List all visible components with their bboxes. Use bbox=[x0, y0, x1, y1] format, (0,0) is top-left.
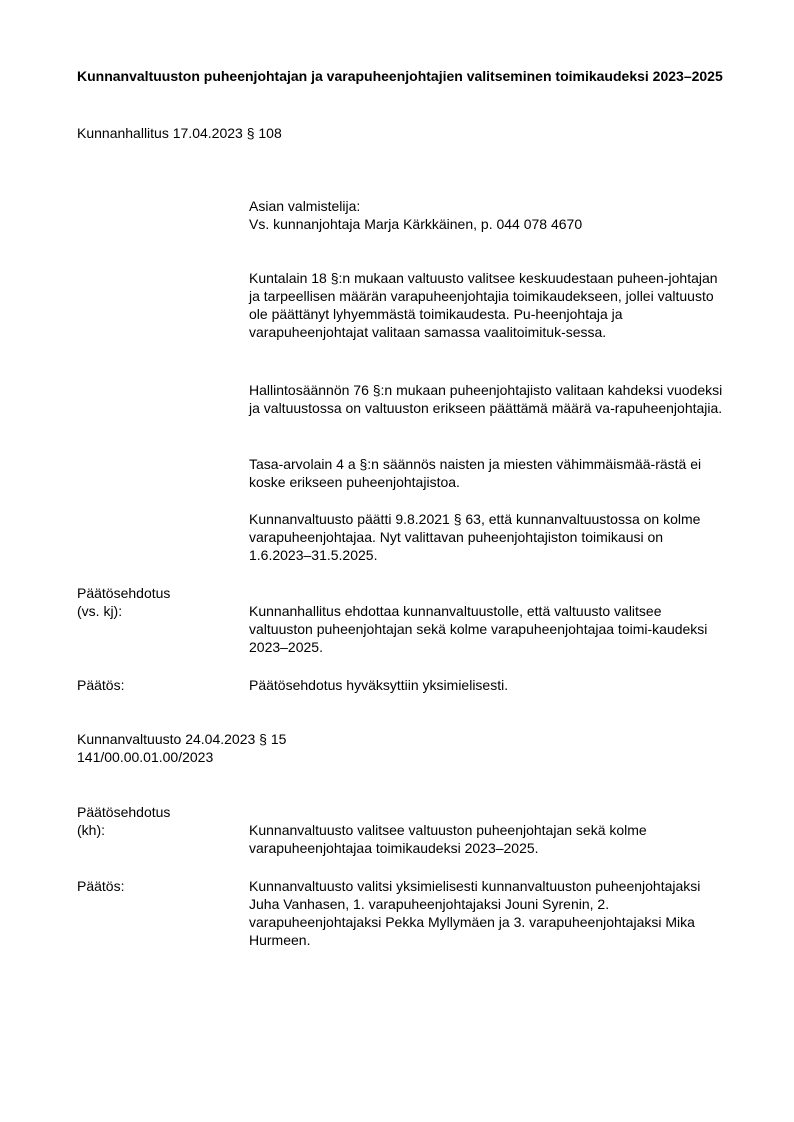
proposal2-label-line1: Päätösehdotus bbox=[77, 804, 171, 820]
preparer-line: Vs. kunnanjohtaja Marja Kärkkäinen, p. 044 078 4670 bbox=[249, 216, 583, 232]
paragraph-text: Hallintosäännön 76 §:n mukaan puheenjohtajisto valitaan kahdeksi vuodeksi ja valtuustossa on valtuuston erikseen päättämä määrä va-rapuheenjohtajia. bbox=[249, 382, 723, 416]
proposal2-label-line2: (kh): bbox=[77, 822, 105, 838]
proposal2-text bbox=[249, 821, 729, 857]
proposal1-text bbox=[249, 602, 729, 656]
paragraph-text: Kunnanvaltuusto päätti 9.8.2021 § 63, että kunnanvaltuustossa on kolme varapuheenjohtajaa. Nyt valittavan puheenjohtajiston toimikausi on 1.6.2023–31.5.2025. bbox=[249, 511, 701, 563]
paragraph-2 bbox=[249, 381, 729, 417]
paragraph-1 bbox=[249, 269, 729, 341]
record-number: 141/00.00.01.00/2023 bbox=[77, 749, 214, 765]
decision2-text-content: Kunnanvaltuusto valitsi yksimielisesti kunnanvaltuuston puheenjohtajaksi Juha Vanhasen, 1. varapuheenjohtajaksi Jouni Syrenin, 2. varapuheenjohtajaksi Pekka Myllymäen ja 3. varapuheenjohtajaksi Mika Hurmeen. bbox=[249, 878, 701, 948]
proposal2-text-content: Kunnanvaltuusto valitsee valtuuston puheenjohtajan sekä kolme varapuheenjohtajaa toimikaudeksi 2023–2025. bbox=[249, 822, 647, 856]
decision1-label: Päätös: bbox=[77, 677, 125, 693]
paragraph-3 bbox=[249, 455, 729, 491]
decision2-label: Päätös: bbox=[77, 878, 125, 894]
board-meeting-line: Kunnanhallitus 17.04.2023 § 108 bbox=[77, 125, 282, 141]
proposal1-text-content: Kunnanhallitus ehdottaa kunnanvaltuustolle, että valtuusto valitsee valtuuston puheenjohtajan sekä kolme varapuheenjohtajaa toimi-kaudeksi 2023–2025. bbox=[249, 603, 708, 655]
paragraph-text: Tasa-arvolain 4 a §:n säännös naisten ja miesten vähimmäismää-rästä ei koske erikseen puheenjohtajistoa. bbox=[249, 456, 702, 490]
paragraph-4 bbox=[249, 510, 729, 564]
paragraph-text: Kuntalain 18 §:n mukaan valtuusto valitsee keskuudestaan puheen-johtajan ja tarpeellisen määrän varapuheenjohtajia toimikaudekseen, jollei valtuusto ole päättänyt lyhyemmästä toimikaudesta. Pu-heenjohtaja ja varapuheenjohtajat valitaan samassa vaalitoimituk-sessa. bbox=[249, 270, 718, 340]
proposal1-label-line2: (vs. kj): bbox=[77, 603, 123, 619]
preparer-block bbox=[249, 197, 729, 233]
decision1-text bbox=[249, 676, 729, 694]
proposal1-label-line1: Päätösehdotus bbox=[77, 585, 171, 601]
preparer-heading: Asian valmistelija: bbox=[249, 198, 361, 214]
decision1-text-content: Päätösehdotus hyväksyttiin yksimielisesti. bbox=[249, 677, 509, 693]
decision2-text bbox=[249, 877, 729, 949]
document-title: Kunnanvaltuuston puheenjohtajan ja varapuheenjohtajien valitseminen toimikaudeksi 2023–2025 bbox=[77, 68, 723, 84]
council-meeting-line: Kunnanvaltuusto 24.04.2023 § 15 bbox=[77, 731, 287, 747]
